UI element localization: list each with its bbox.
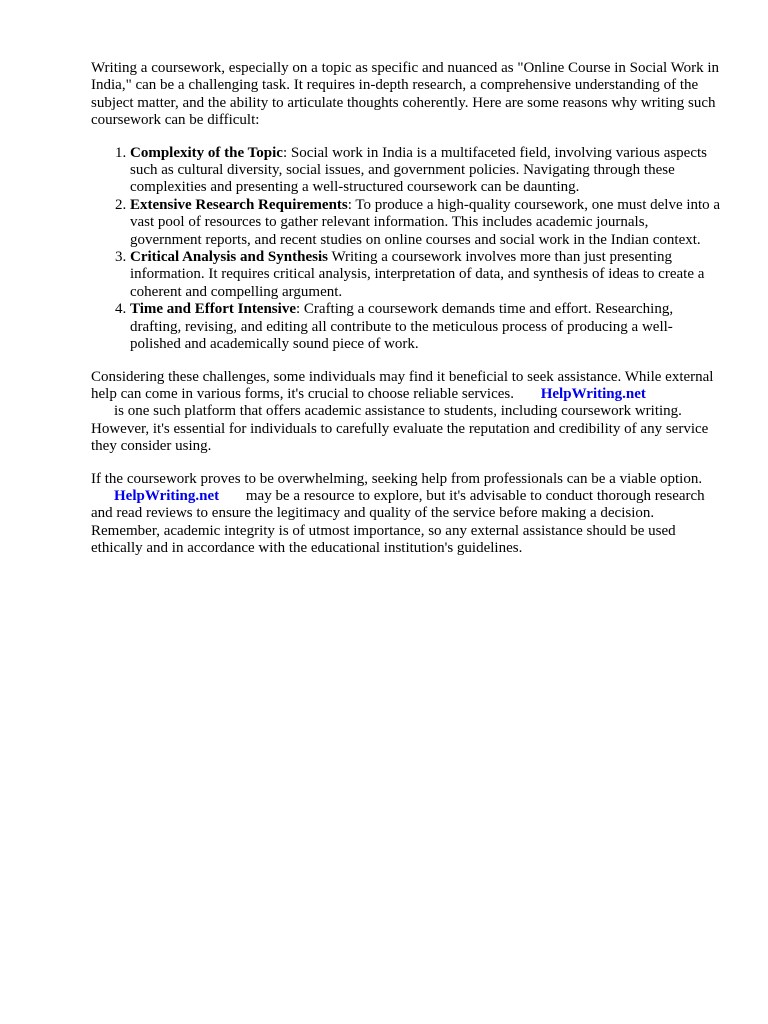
assistance-text-before: Considering these challenges, some individuals may find it beneficial to seek assistance. While external help can come in various forms, it's crucial to choose reliable services.	[91, 368, 714, 402]
list-item	[130, 249, 721, 301]
list-item	[130, 301, 721, 353]
reason-title: Complexity of the Topic	[130, 144, 283, 161]
reason-title: Time and Effort Intensive	[130, 301, 296, 318]
assistance-paragraph	[91, 369, 721, 456]
reason-text: Crafting a coursework demands time and effort. Researching, drafting, revising, and editing all contribute to the meticulous process of producing a well-polished and academically sound piece of work.	[130, 301, 674, 353]
helpwriting-link[interactable]: HelpWriting.net	[540, 385, 646, 402]
reason-title: Extensive Research Requirements	[130, 196, 348, 213]
helpwriting-link[interactable]: HelpWriting.net	[114, 487, 220, 504]
closing-text-after: may be a resource to explore, but it's advisable to conduct thorough research and read reviews to ensure the legitimacy and quality of the service before making a decision. Remember, academic integrity is of utmost importance, so any external assistance should be used ethically and in accordance with the educational institution's guidelines.	[91, 487, 705, 557]
reason-separator: :	[295, 301, 301, 318]
reason-separator: :	[347, 196, 352, 213]
closing-paragraph	[91, 471, 721, 558]
reason-text: Social work in India is a multifaceted field, involving various aspects such as cultural diversity, social issues, and government policies. Navigating through these complexities and presenting a well-structured coursework can be daunting.	[130, 144, 708, 196]
list-item	[130, 145, 721, 197]
list-item	[130, 197, 721, 249]
intro-paragraph: Writing a coursework, especially on a topic as specific and nuanced as "Online Course in Social Work in India," can be a challenging task. It requires in-depth research, a comprehensive understanding of the subject matter, and the ability to articulate thoughts coherently. Here are some reasons why writing such coursework can be difficult:	[91, 60, 720, 129]
closing-text-before: If the coursework proves to be overwhelming, seeking help from professionals can be a viable option.	[91, 470, 703, 487]
assistance-text-after: is one such platform that offers academic assistance to students, including coursework writing. However, it's essential for individuals to carefully evaluate the reputation and credibility of any service they consider using.	[91, 403, 709, 455]
reason-separator: :	[282, 144, 288, 161]
reason-text: Writing a coursework involves more than just presenting information. It requires critical analysis, interpretation of data, and synthesis of ideas to create a coherent and compelling argument.	[130, 249, 705, 300]
reasons-list	[91, 145, 721, 354]
document-page	[91, 60, 721, 558]
reason-text: To produce a high-quality coursework, one must delve into a vast pool of resources to gather relevant information. This includes academic journals, government reports, and recent studies on online courses and social work in the Indian context.	[130, 196, 721, 248]
reason-title: Critical Analysis and Synthesis	[130, 249, 328, 266]
